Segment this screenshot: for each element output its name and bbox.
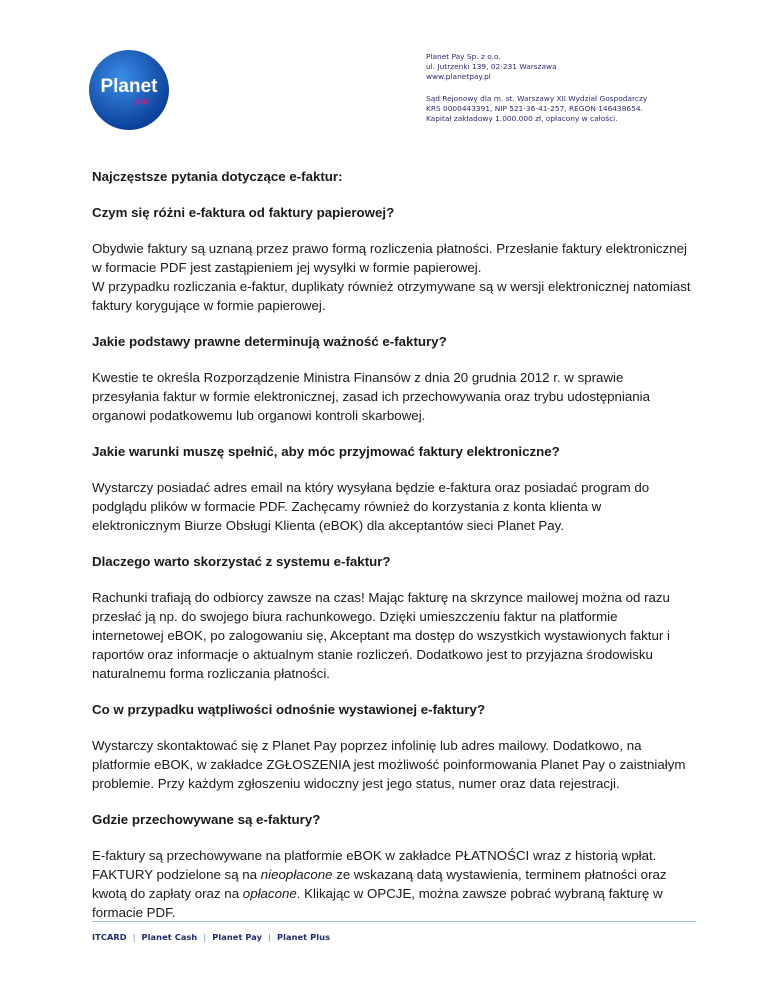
registry-court: Sąd Rejonowy dla m. st. Warszawy XII Wydział Gospodarczy [426, 94, 648, 103]
faq-question: Co w przypadku wątpliwości odnośnie wystawionej e-faktury? [92, 702, 486, 717]
company-info [426, 52, 647, 124]
registry-capital: Kapitał zakładowy 1.000.000 zł, opłacony w całości. [426, 114, 618, 123]
faq-question: Jakie warunki muszę spełnić, aby móc przyjmować faktury elektroniczne? [92, 444, 560, 459]
faq-answer: Obydwie faktury są uznaną przez prawo formą rozliczenia płatności. Przesłanie faktury elektronicznej w formacie PDF jest zastąpieniem jej wysyłki w formie papierowej. W przypadku rozliczania e-faktur, duplikaty również otrzymywane są w wersji elektronicznej natomiast faktury korygujące w formie papierowej. [92, 241, 691, 313]
brand-itcard: ITCARD [92, 932, 127, 942]
company-name: Planet Pay Sp. z o.o. [426, 52, 501, 61]
faq-answer: Rachunki trafiają do odbiorcy zawsze na czas! Mając fakturę na skrzynce mailowej można od razu przesłać ją np. do swojego biura rachunkowego. Dzięki umieszczeniu faktur na platformie internetowej eBOK, po zalogowaniu się, Akceptant ma dostęp do wszystkich wystawionych faktur i raportów oraz informacje o aktualnym stanie rozliczeń. Dodatkowo jest to przyjazna środowisku naturalnemu forma rozliczania płatności. [92, 590, 670, 681]
planet-pay-logo [88, 48, 170, 132]
page-title: Najczęstsze pytania dotyczące e-faktur: [92, 169, 343, 184]
brand-planet-plus: Planet Plus [276, 932, 331, 942]
company-address: ul. Jutrzenki 139, 02-231 Warszawa [426, 62, 557, 71]
faq-answer: Kwestie te określa Rozporządzenie Ministra Finansów z dnia 20 grudnia 2012 r. w sprawie przesyłania faktur w formie elektronicznej, zasad ich przechowywania oraz trybu udostępniania organowi podatkowemu lub organowi kontroli skarbowej. [92, 370, 651, 423]
faq-answer: Wystarczy skontaktować się z Planet Pay poprzez infolinię lub adres mailowy. Dodatkowo, na platformie eBOK, w zakładce ZGŁOSZENIA jest możliwość poinformowania Planet Pay o zaistniałym problemie. Przy każdym zgłoszeniu widoczny jest jego status, numer oraz data rejestracji. [92, 738, 686, 791]
svg-text:Planet: Planet [100, 76, 158, 97]
paid-emphasis: opłacone [242, 886, 297, 901]
brand-planet-cash: Planet Cash [141, 932, 198, 942]
faq-document [92, 167, 692, 939]
faq-question: Gdzie przechowywane są e-faktury? [92, 812, 321, 827]
company-website: www.planetpay.pl [426, 72, 491, 81]
unpaid-emphasis: nieopłacone [260, 867, 333, 882]
registry-numbers: KRS 0000443391, NIP 521-36-41-257, REGON 146438654. [426, 104, 643, 113]
faq-question: Jakie podstawy prawne determinują ważność e-faktury? [92, 334, 447, 349]
faq-answer: Wystarczy posiadać adres email na który wysyłana będzie e-faktura oraz posiadać program do podglądu plików w formacie PDF. Zachęcamy również do korzystania z konta klienta w elektronicznym Biurze Obsługi Klienta (eBOK) dla akceptantów sieci Planet Pay. [92, 480, 650, 533]
faq-question: Czym się różni e-faktura od faktury papierowej? [92, 205, 395, 220]
brand-planet-pay: Planet Pay [212, 932, 263, 942]
faq-answer: E-faktury są przechowywane na platformie eBOK w zakładce PŁATNOŚCI wraz z historią wpłat. FAKTURY podzielone są na nieopłacone ze wskazaną datą wystawienia, terminem płatności oraz kwotą do zapłaty oraz na opłacone. Klikając w OPCJE, można zawsze pobrać wybraną fakturę w formacie PDF. [92, 848, 667, 920]
footer-brands: ITCARD | Planet Cash | Planet Pay | Planet Plus [92, 932, 331, 942]
svg-text:pay: pay [135, 96, 151, 106]
faq-question: Dlaczego warto skorzystać z systemu e-faktur? [92, 554, 391, 569]
footer-divider [92, 921, 696, 922]
